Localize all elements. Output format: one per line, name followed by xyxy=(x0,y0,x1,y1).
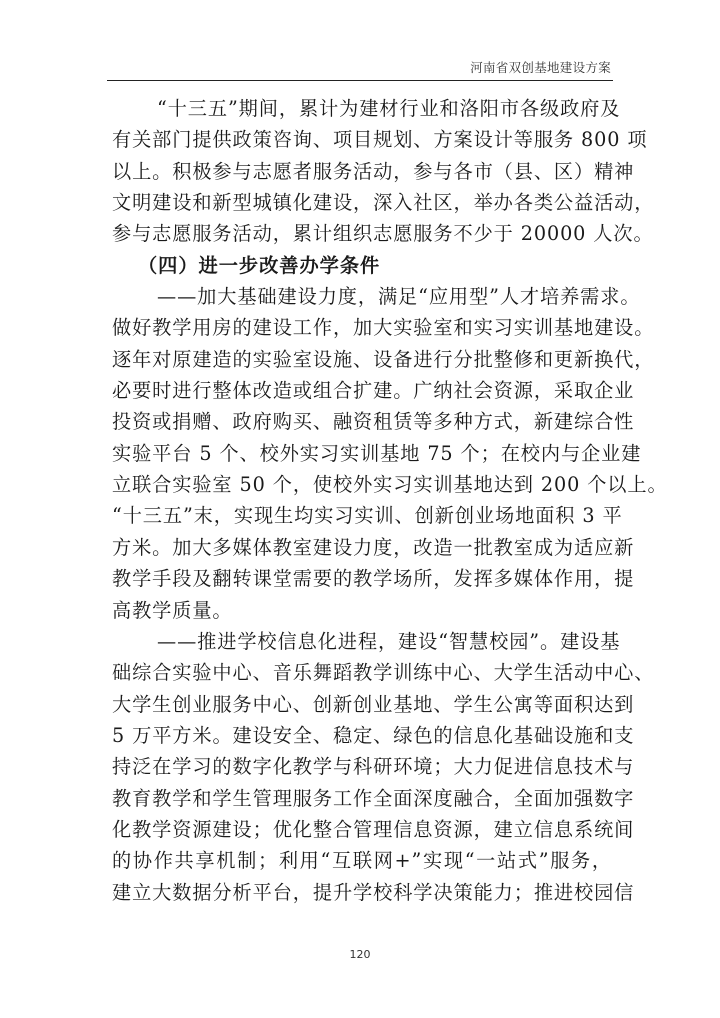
text-line: 实验平台 5 个、校外实习实训基地 75 个；在校内与企业建 xyxy=(112,441,642,465)
text-line: 建立大数据分析平台，提升学校科学决策能力；推进校园信 xyxy=(112,880,635,904)
text-line: 有关部门提供政策咨询、项目规划、方案设计等服务 800 项 xyxy=(112,128,648,152)
text-line: 高教学质量。 xyxy=(112,598,233,622)
text-line: 的协作共享机制；利用“互联网+”实现“一站式”服务， xyxy=(112,849,612,873)
text-line: 以上。积极参与志愿者服务活动，参与各市（县、区）精神 xyxy=(112,159,635,183)
text-line: 立联合实验室 50 个，使校外实习实训基地达到 200 个以上。 xyxy=(112,473,668,497)
text-line: 做好教学用房的建设工作，加大实验室和实习实训基地建设。 xyxy=(112,316,655,340)
text-line: ——推进学校信息化进程，建设“智慧校园”。建设基 xyxy=(157,629,621,653)
text-line: 持泛在学习的数字化教学与科研环境；大力促进信息技术与 xyxy=(112,755,635,779)
text-line: 教学手段及翻转课堂需要的教学场所，发挥多媒体作用，提 xyxy=(112,567,635,591)
text-line: 参与志愿服务活动，累计组织志愿服务不少于 20000 人次。 xyxy=(112,222,654,246)
text-line: 必要时进行整体改造或组合扩建。广纳社会资源，采取企业 xyxy=(112,379,635,403)
text-line: 逐年对原建造的实验室设施、设备进行分批整修和更新换代， xyxy=(112,347,655,371)
text-line: 5 万平方米。建设安全、稳定、绿色的信息化基础设施和支 xyxy=(112,723,635,747)
text-line: “十三五”期间，累计为建材行业和洛阳市各级政府及 xyxy=(157,97,621,120)
text-line: 方米。加大多媒体教室建设力度，改造一批教室成为适应新 xyxy=(112,535,635,559)
text-line: 投资或捐赠、政府购买、融资租赁等多种方式，新建综合性 xyxy=(112,410,635,434)
text-line: 础综合实验中心、音乐舞蹈教学训练中心、大学生活动中心、 xyxy=(112,661,655,685)
document-body xyxy=(112,93,668,908)
section-heading: （四）进一步改善办学条件 xyxy=(138,253,381,277)
text-line: 教育教学和学生管理服务工作全面深度融合，全面加强数字 xyxy=(112,786,635,810)
text-line: ——加大基础建设力度，满足“应用型”人才培养需求。 xyxy=(157,285,641,309)
text-line: 大学生创业服务中心、创新创业基地、学生公寓等面积达到 xyxy=(112,692,635,716)
text-line: 文明建设和新型城镇化建设，深入社区，举办各类公益活动， xyxy=(112,191,655,215)
running-header xyxy=(107,52,613,81)
page-number: 120 xyxy=(349,948,371,961)
text-line: “十三五”末，实现生均实习实训、创新创业场地面积 3 平 xyxy=(112,504,623,528)
header-title: 河南省双创基地建设方案 xyxy=(470,60,611,75)
text-line: 化教学资源建设；优化整合管理信息资源，建立信息系统间 xyxy=(112,817,635,841)
